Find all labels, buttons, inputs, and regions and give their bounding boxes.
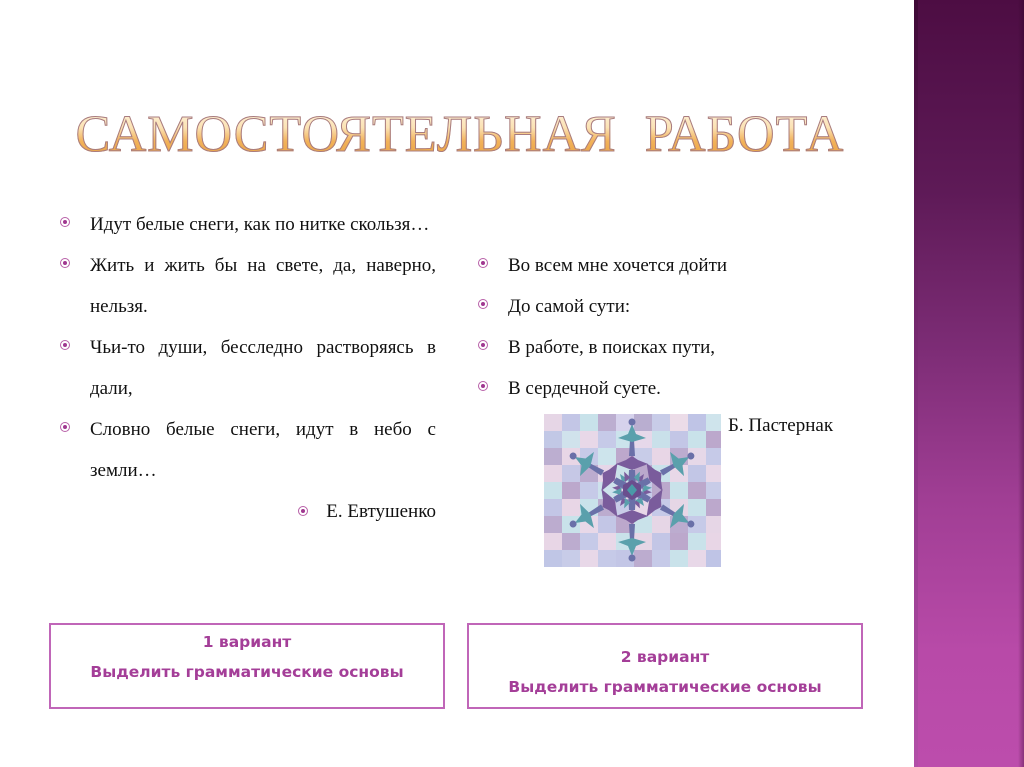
variant-instruction: Выделить грамматические основы <box>90 663 404 681</box>
variant-label: 2 вариант <box>620 648 710 666</box>
variant-label: 1 вариант <box>202 633 292 651</box>
radio-bullet-icon <box>478 340 488 350</box>
variant-instruction: Выделить грамматические основы <box>508 678 822 696</box>
poem-left-verse-1 <box>60 204 436 245</box>
verse-text: В сердечной суете. <box>508 378 661 399</box>
decorative-side-band <box>914 0 1024 767</box>
poem-right-verse-3 <box>478 327 858 368</box>
radio-bullet-icon <box>478 381 488 391</box>
task-box-variant-2 <box>467 623 863 709</box>
poem-left-author <box>60 491 436 532</box>
radio-bullet-icon <box>60 422 70 432</box>
verse-text: Идут белые снеги, как по нитке скользя… <box>90 214 430 235</box>
poem-right-verse-2 <box>478 286 858 327</box>
radio-bullet-icon <box>60 258 70 268</box>
radio-bullet-icon <box>478 299 488 309</box>
radio-bullet-icon <box>478 258 488 268</box>
radio-bullet-icon <box>298 506 308 516</box>
verse-text: Чьи-то души, бесследно растворяясь в дали, <box>90 337 436 399</box>
verse-text: До самой сути: <box>508 296 631 317</box>
radio-bullet-icon <box>60 340 70 350</box>
poem-left <box>60 204 436 532</box>
slide-title: САМОСТОЯТЕЛЬНАЯ РАБОТА <box>70 104 850 166</box>
poem-left-verse-3 <box>60 327 436 409</box>
poem-right-verse-1 <box>478 245 858 286</box>
task-box-variant-1 <box>49 623 445 709</box>
poem-right-verse-4 <box>478 368 858 409</box>
poem-left-verse-2 <box>60 245 436 327</box>
snowflake-quilt-image <box>544 414 721 567</box>
author-name: Е. Евтушенко <box>326 501 436 522</box>
verse-text: Жить и жить бы на свете, да, наверно, нельзя. <box>90 255 436 317</box>
verse-text: Словно белые снеги, идут в небо с земли… <box>90 419 436 481</box>
verse-text: В работе, в поисках пути, <box>508 337 716 358</box>
poem-right-author: Б. Пастернак <box>728 415 834 436</box>
poem-right <box>478 245 858 409</box>
poem-left-verse-4 <box>60 409 436 491</box>
radio-bullet-icon <box>60 217 70 227</box>
verse-text: Во всем мне хочется дойти <box>508 255 728 276</box>
